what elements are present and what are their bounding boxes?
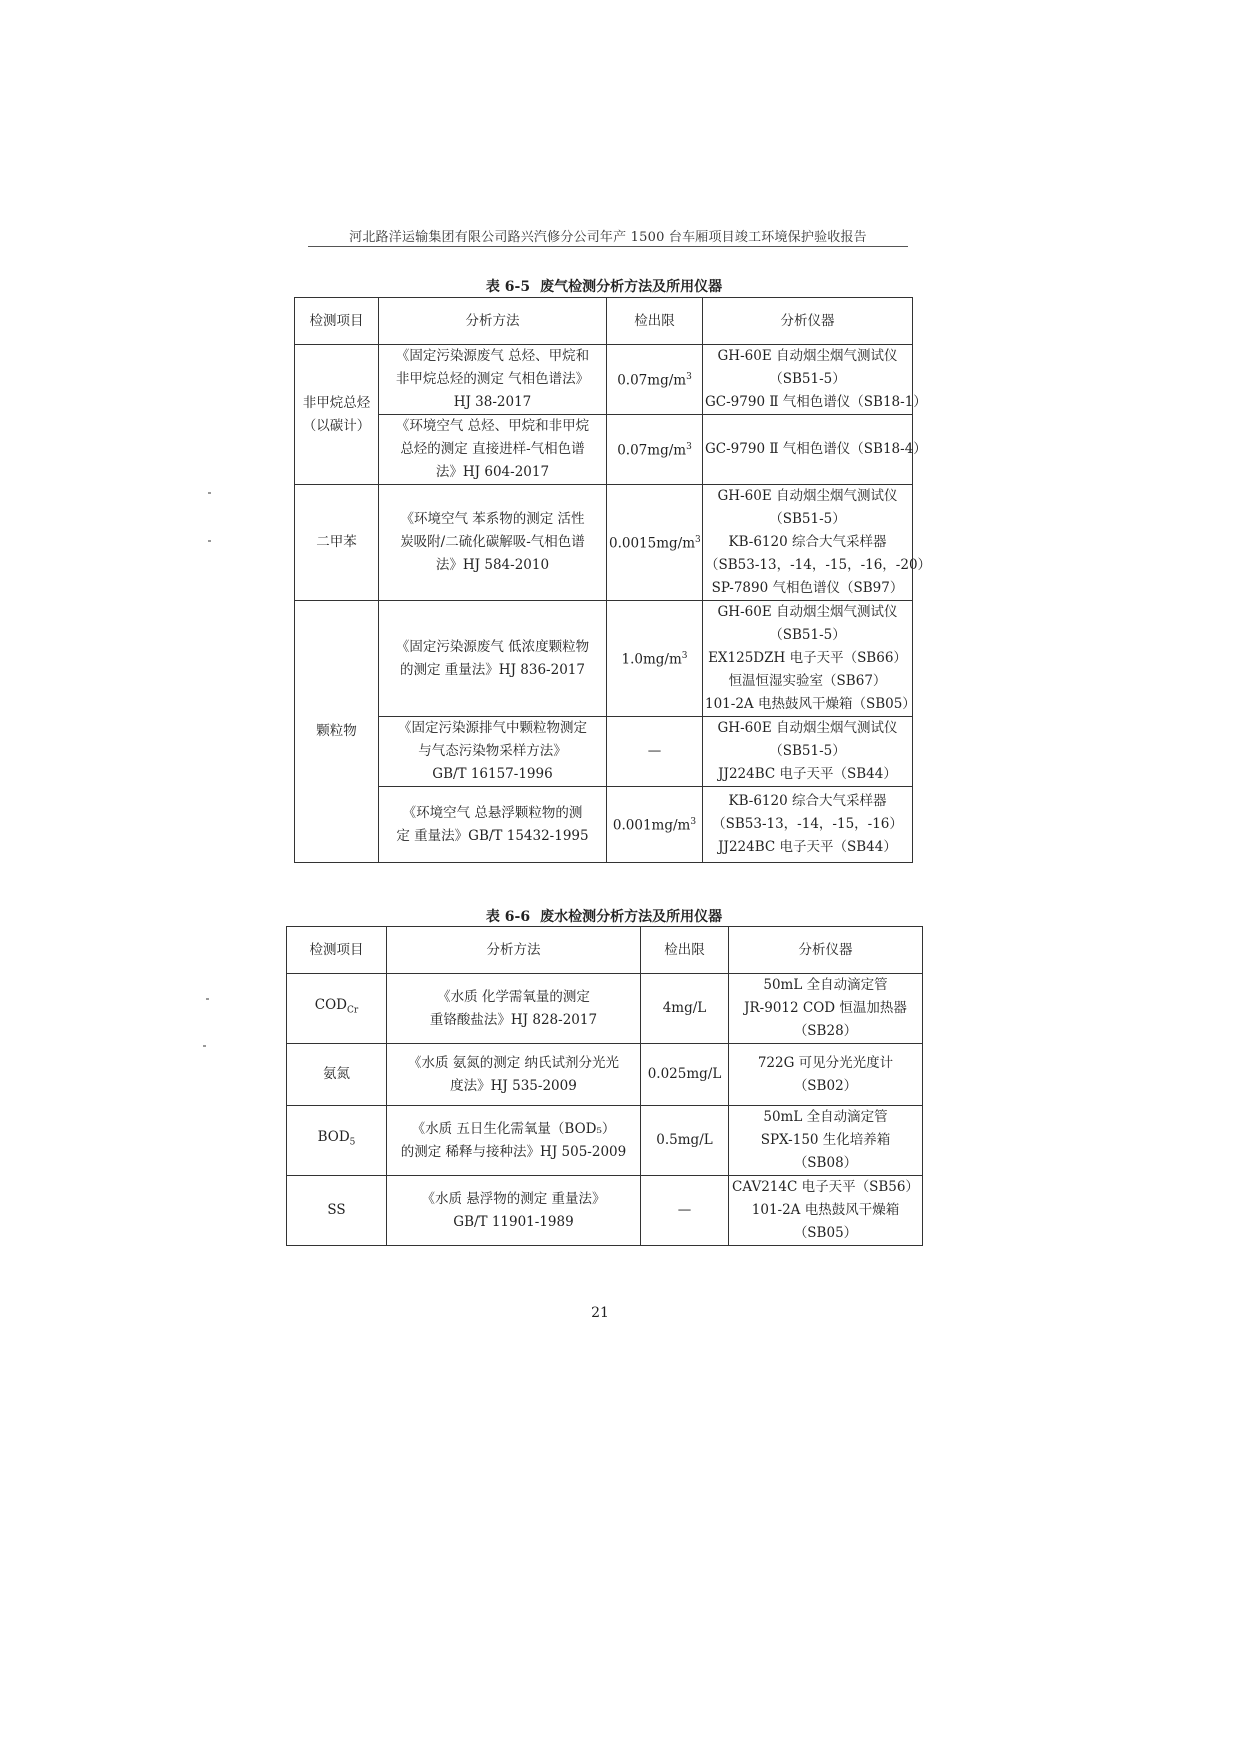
item-cell	[295, 345, 379, 485]
table-row	[287, 1044, 923, 1106]
limit-cell: 0.025mg/L	[641, 1044, 729, 1106]
cell-text-line: （SB08）	[793, 1155, 858, 1171]
cell-text-line: 《环境空气 总烃、甲烷和非甲烷	[395, 418, 590, 434]
item-cell	[287, 974, 387, 1044]
cell-text-line: KB-6120 综合大气采样器	[728, 534, 887, 550]
table-6-5-caption-title: 废气检测分析方法及所用仪器	[540, 279, 723, 295]
cell-text-line: 《水质 五日生化需氧量（BOD₅）	[411, 1120, 616, 1137]
limit-cell	[607, 415, 703, 485]
limit-cell	[607, 787, 703, 863]
scan-speck	[203, 1045, 206, 1047]
scan-speck	[208, 540, 211, 542]
cell-text-line: GH-60E 自动烟尘烟气测试仪	[717, 488, 898, 504]
item-cell	[295, 601, 379, 863]
table-row	[295, 787, 913, 863]
cell-text-line: GB/T 11901-1989	[453, 1213, 574, 1230]
cell-text-line: EX125DZH 电子天平（SB66）	[708, 650, 907, 666]
limit-unit-exponent: 3	[686, 372, 692, 383]
item-cell	[295, 485, 379, 601]
method-cell	[387, 1176, 641, 1246]
instrument-cell	[729, 1044, 923, 1106]
item-subscript: 5	[349, 1137, 356, 1148]
cell-text-line: 50mL 全自动滴定管	[763, 1109, 888, 1125]
item-cell	[287, 1106, 387, 1176]
scan-speck	[208, 492, 211, 494]
cell-text-line: 颗粒物	[316, 723, 357, 739]
item-label: BOD	[317, 1129, 350, 1146]
column-header: 分析仪器	[729, 927, 923, 974]
method-cell	[387, 1044, 641, 1106]
cell-text-line: HJ 38-2017	[453, 394, 532, 410]
limit-cell	[607, 717, 703, 787]
method-cell	[379, 787, 607, 863]
item-label: 氨氮	[323, 1066, 350, 1082]
cell-text-line: 炭吸附/二硫化碳解吸-气相色谱	[400, 534, 585, 550]
cell-text-line: 重铬酸盐法》HJ 828-2017	[429, 1011, 598, 1028]
table-row	[295, 345, 913, 415]
cell-text-line: 《水质 化学需氧量的测定	[437, 988, 590, 1005]
column-header: 检出限	[607, 298, 703, 345]
table-6-6-caption-title: 废水检测分析方法及所用仪器	[540, 909, 723, 925]
instrument-cell	[729, 1106, 923, 1176]
cell-text-line: GC-9790 Ⅱ 气相色谱仪（SB18-4）	[705, 441, 927, 457]
cell-text-line: （以碳计）	[302, 417, 371, 434]
table-header-row	[287, 927, 923, 974]
limit-unit-exponent: 3	[695, 535, 701, 546]
instrument-cell	[703, 787, 913, 863]
limit-value: 0.07mg/m	[617, 372, 687, 389]
cell-text-line: （SB28）	[793, 1023, 858, 1039]
limit-cell	[607, 601, 703, 717]
limit-value: —	[647, 743, 662, 759]
method-cell	[387, 1106, 641, 1176]
table-6-5-caption-number: 表 6-5	[485, 279, 531, 295]
cell-text-line: SP-7890 气相色谱仪（SB97）	[711, 580, 904, 596]
instrument-cell	[703, 485, 932, 601]
cell-text-line: 法》HJ 604-2017	[435, 464, 550, 480]
item-label: COD	[314, 997, 348, 1014]
method-cell	[379, 717, 607, 787]
table-6-6-caption	[286, 906, 922, 926]
column-header: 分析方法	[379, 298, 607, 345]
table-row	[295, 717, 913, 787]
limit-value: 0.0015mg/m	[609, 535, 696, 552]
report-header-title: 河北路洋运输集团有限公司路兴汽修分公司年产 1500 台车厢项目竣工环境保护验收报告	[349, 230, 867, 245]
cell-text-line: （SB51-5）	[769, 743, 846, 759]
method-cell	[379, 485, 607, 601]
cell-text-line: GB/T 16157-1996	[432, 766, 553, 782]
cell-text-line: （SB53-13，-14，-15，-16）	[712, 816, 903, 832]
cell-text-line: 722G 可见分光光度计	[757, 1054, 894, 1071]
header-divider	[308, 246, 908, 247]
page-number: 21	[591, 1305, 609, 1321]
table-6-5-caption	[294, 276, 914, 296]
cell-text-line: 《水质 悬浮物的测定 重量法》	[421, 1190, 606, 1207]
limit-unit-exponent: 3	[681, 651, 688, 662]
cell-text-line: GH-60E 自动烟尘烟气测试仪	[717, 348, 898, 364]
cell-text-line: GC-9790 Ⅱ 气相色谱仪（SB18-1）	[705, 394, 927, 410]
method-cell	[379, 415, 607, 485]
cell-text-line: GH-60E 自动烟尘烟气测试仪	[717, 720, 898, 736]
table-row	[287, 974, 923, 1044]
cell-text-line: 的测定 重量法》HJ 836-2017	[400, 661, 585, 678]
cell-text-line: KB-6120 综合大气采样器	[728, 793, 887, 809]
column-header: 检测项目	[287, 927, 387, 974]
cell-text-line: 《环境空气 苯系物的测定 活性	[400, 511, 585, 527]
limit-cell: 4mg/L	[641, 974, 729, 1044]
item-cell	[287, 1044, 387, 1106]
cell-text-line: （SB51-5）	[769, 511, 846, 527]
limit-value: 0.001mg/m	[612, 817, 691, 834]
limit-value: 1.0mg/m	[621, 651, 682, 668]
cell-text-line: JJ224BC 电子天平（SB44）	[718, 766, 897, 782]
cell-text-line: （SB51-5）	[769, 627, 846, 643]
instrument-cell	[703, 601, 916, 717]
instrument-cell	[703, 717, 913, 787]
instrument-cell	[703, 345, 927, 415]
table-6-5	[294, 297, 932, 863]
cell-text-line: SPX-150 生化培养箱	[760, 1132, 891, 1148]
limit-cell: —	[641, 1176, 729, 1246]
column-header: 分析方法	[387, 927, 641, 974]
cell-text-line: 总烃的测定 直接进样-气相色谱	[400, 441, 585, 457]
cell-text-line: JR-9012 COD 恒温加热器	[744, 1000, 907, 1016]
instrument-cell	[703, 415, 927, 485]
cell-text-line: 50mL 全自动滴定管	[763, 977, 888, 993]
cell-text-line: 二甲苯	[316, 534, 357, 550]
cell-text-line: （SB02）	[793, 1077, 858, 1094]
column-header: 检测项目	[295, 298, 379, 345]
item-label: SS	[327, 1202, 346, 1218]
cell-text-line: 《水质 氨氮的测定 纳氏试剂分光光	[407, 1054, 620, 1071]
cell-text-line: 101-2A 电热鼓风干燥箱（SB05）	[705, 696, 916, 712]
method-cell	[387, 974, 641, 1044]
cell-text-line: 法》HJ 584-2010	[435, 557, 550, 573]
instrument-cell	[729, 974, 923, 1044]
cell-text-line: CAV214C 电子天平（SB56）	[732, 1179, 919, 1195]
cell-text-line: 《固定污染源废气 总烃、甲烷和	[395, 348, 590, 364]
cell-text-line: 非甲烷总烃的测定 气相色谱法》	[395, 371, 590, 387]
cell-text-line: 度法》HJ 535-2009	[450, 1077, 577, 1094]
limit-cell: 0.5mg/L	[641, 1106, 729, 1176]
cell-text-line: （SB53-13，-14，-15，-16，-20）	[705, 557, 932, 573]
cell-text-line: 101-2A 电热鼓风干燥箱	[751, 1202, 900, 1218]
cell-text-line: 恒温恒湿实验室（SB67）	[728, 673, 887, 689]
limit-cell	[607, 345, 703, 415]
table-row	[295, 415, 913, 485]
scan-speck	[206, 998, 209, 1000]
table-row	[295, 601, 913, 717]
item-subscript: Cr	[347, 1005, 359, 1016]
cell-text-line: （SB51-5）	[769, 371, 846, 387]
table-row	[295, 485, 913, 601]
cell-text-line: 《固定污染源排气中颗粒物测定	[398, 720, 587, 736]
cell-text-line: GH-60E 自动烟尘烟气测试仪	[717, 604, 898, 620]
cell-text-line: 定 重量法》GB/T 15432-1995	[396, 827, 589, 844]
cell-text-line: 《固定污染源废气 低浓度颗粒物	[395, 638, 590, 655]
cell-text-line: JJ224BC 电子天平（SB44）	[718, 839, 897, 855]
table-6-6	[286, 926, 923, 1246]
item-cell	[287, 1176, 387, 1246]
table-header-row	[295, 298, 913, 345]
table-row	[287, 1106, 923, 1176]
column-header: 分析仪器	[703, 298, 913, 345]
cell-text-line: 非甲烷总烃	[302, 394, 371, 411]
cell-text-line: （SB05）	[793, 1225, 858, 1241]
cell-text-line: 与气态污染物采样方法》	[418, 743, 567, 759]
table-6-6-caption-number: 表 6-6	[485, 909, 531, 925]
cell-text-line: 《环境空气 总悬浮颗粒物的测	[402, 804, 583, 821]
column-header: 检出限	[641, 927, 729, 974]
limit-value: 0.07mg/m	[617, 442, 687, 459]
limit-unit-exponent: 3	[690, 817, 697, 828]
instrument-cell	[729, 1176, 923, 1246]
limit-unit-exponent: 3	[686, 442, 692, 453]
table-row	[287, 1176, 923, 1246]
limit-cell	[607, 485, 703, 601]
method-cell	[379, 345, 607, 415]
method-cell	[379, 601, 607, 717]
cell-text-line: 的测定 稀释与接种法》HJ 505-2009	[400, 1143, 627, 1160]
